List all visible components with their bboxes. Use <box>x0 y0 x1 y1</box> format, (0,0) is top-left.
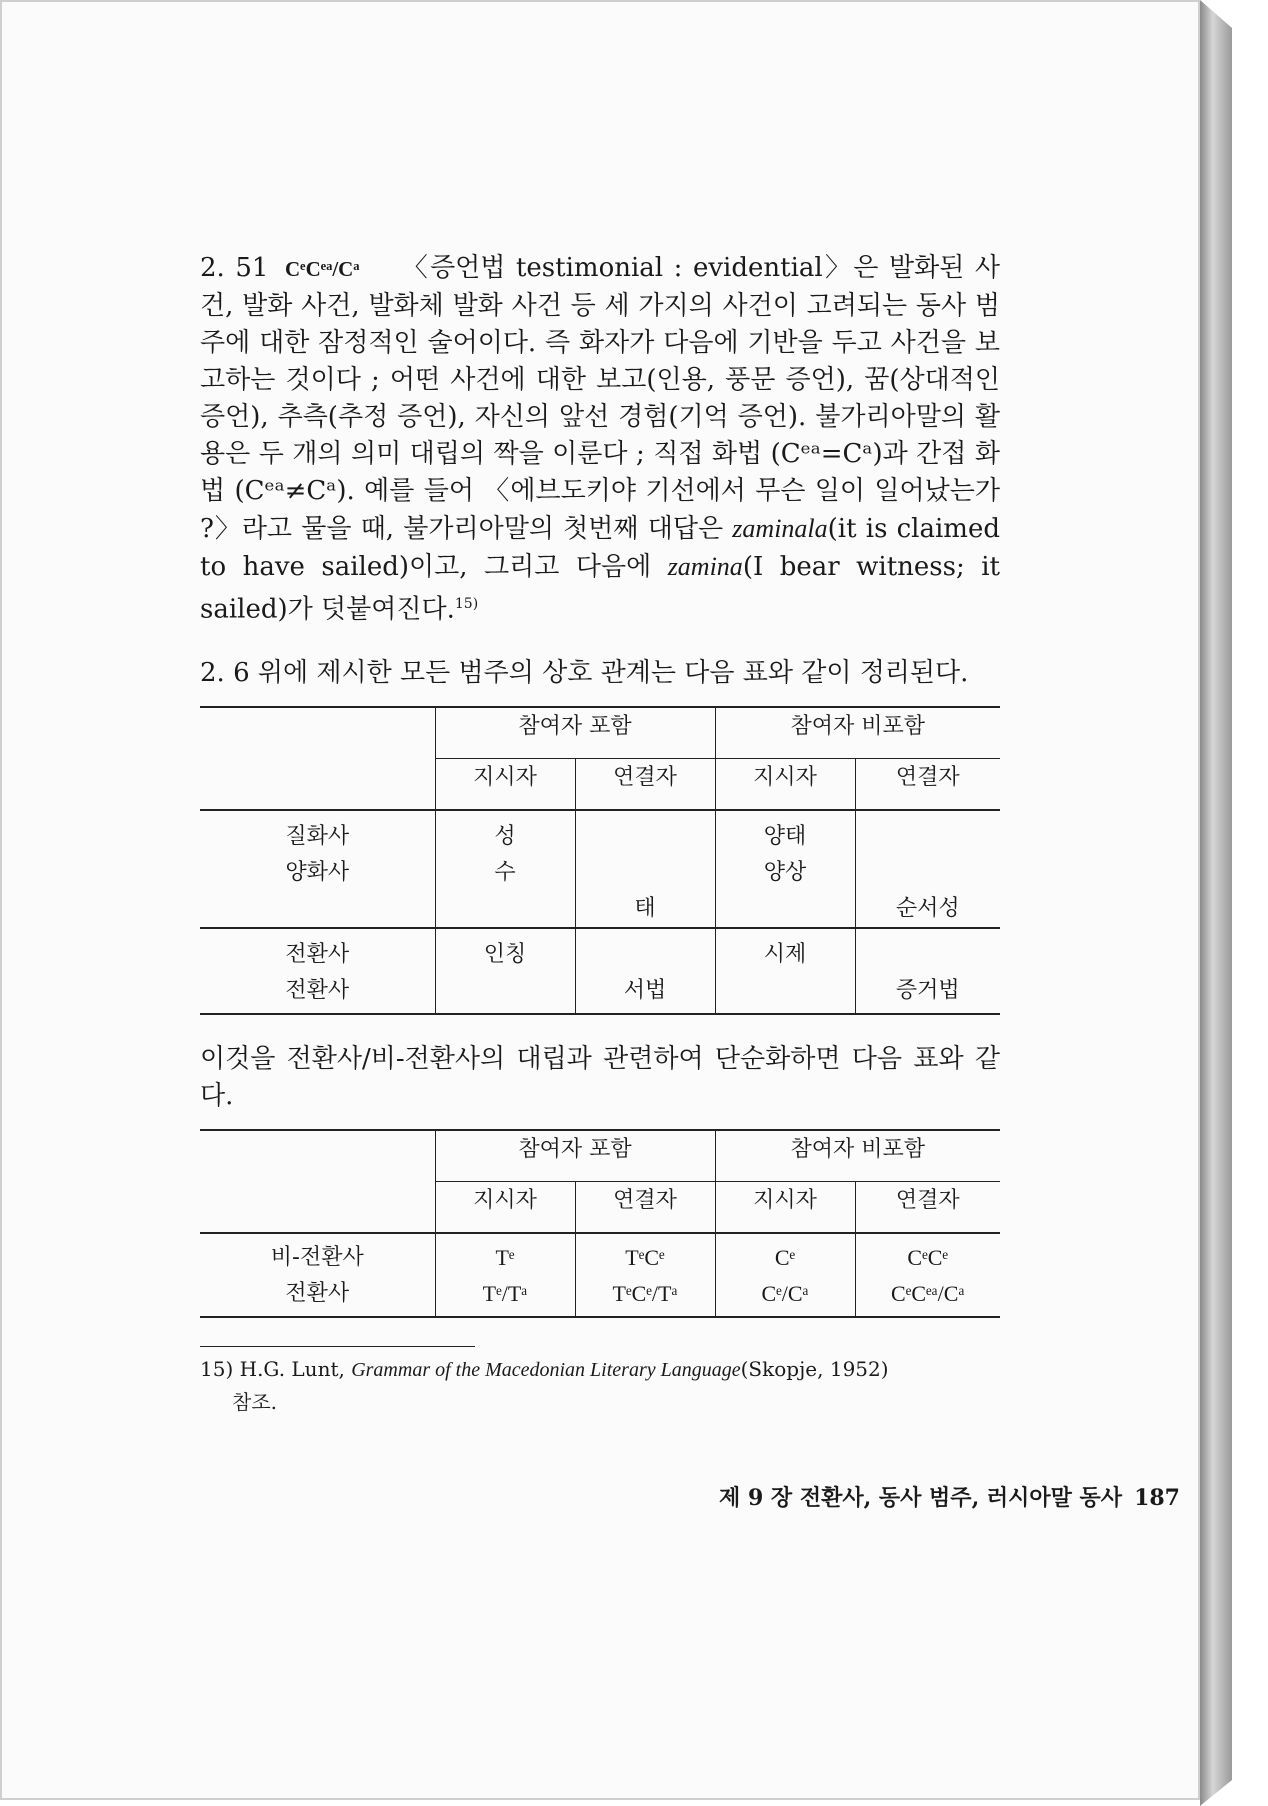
table-cell <box>856 937 1001 973</box>
row-label: 전환사 <box>285 1280 350 1306</box>
page-edge <box>1200 0 1232 1806</box>
footnote-reference: 15) <box>454 596 479 612</box>
sub-header: 연결자 <box>575 758 715 810</box>
page-number: 187 <box>1134 1485 1180 1511</box>
paragraph-text-3: (I bear witness; it sailed)가 덧붙여진다. <box>200 552 1000 625</box>
table-cell: 수 <box>494 859 516 885</box>
group-header-excluded: 참여자 비포함 <box>715 1130 1000 1182</box>
italic-term-zaminala: zaminala <box>732 514 828 543</box>
running-footer <box>650 1480 1180 1517</box>
footnote-title: Grammar of the Macedonian Literary Language <box>351 1358 741 1381</box>
sub-header: 연결자 <box>575 1181 715 1233</box>
table-corner <box>200 1130 435 1233</box>
table-cell <box>856 855 1001 891</box>
table-cell: Cᵉ <box>774 1244 796 1270</box>
footnote <box>200 1353 1000 1418</box>
page-content <box>200 250 1180 1511</box>
sub-header: 연결자 <box>855 1181 1000 1233</box>
table-cell <box>576 819 715 855</box>
table-row <box>200 928 1000 1014</box>
table-cell <box>856 819 1001 855</box>
table-cell: 성 <box>494 823 516 849</box>
table-cell: 양상 <box>763 859 807 885</box>
sub-header: 지시자 <box>715 1181 855 1233</box>
table-cell: TᵉCᵉ/Tᵃ <box>612 1280 678 1306</box>
table-cell <box>716 891 855 927</box>
section-number: 2. 51 <box>200 253 269 283</box>
paragraph-text-1: 〈증언법 testimonial : evidential〉은 발화된 사건, 발화 사건, 발화체 발화 사건 등 세 가지의 사건이 고려되는 동사 범주에 대한 잠정적인 술어이다. 즉 화자가 다음에 기반을 두고 사건을 보고하는 것이다 ; 어떤 사건에 대한 보고(인용, 풍문 증언), 꿈(상대적인 증언), 추측(추정 증언), 자신의 앞선 경험(기억 증언). 불가리아말의 활용은 두 개의 의미 대립의 짝을 이룬다 ; 직접 화법 (Cᵉᵃ=Cᵃ)과 간접 화법 (Cᵉᵃ≠Cᵃ). 예를 들어 〈에브도키야 기선에서 무슨 일이 일어났는가 ?〉라고 물을 때, 불가리아말의 첫번째 대답은 <box>200 253 1001 544</box>
table-cell <box>576 855 715 891</box>
row-label: 비-전환사 <box>270 1244 364 1270</box>
table-cell: 태 <box>634 895 656 921</box>
table-cell: 서법 <box>623 977 667 1003</box>
sub-header: 지시자 <box>715 758 855 810</box>
row-label: 질화사 <box>285 823 350 849</box>
group-header-included: 참여자 포함 <box>435 707 715 759</box>
table-cell: 증거법 <box>895 977 960 1003</box>
table-cell: CᵉCᵉᵃ/Cᵃ <box>891 1280 965 1306</box>
table-corner <box>200 707 435 810</box>
paragraph-text-2: (it is claimed to have sailed)이고, 그리고 다음에 <box>200 514 1000 582</box>
footnote-rule <box>200 1346 475 1347</box>
table-row <box>200 1233 1000 1317</box>
footnote-number: 15) <box>200 1356 234 1381</box>
row-label: 전환사 <box>285 977 350 1003</box>
footnote-author: H.G. Lunt, <box>239 1356 352 1381</box>
row-label: 양화사 <box>285 859 350 885</box>
section-symbol: CᵉCᵉᵃ/Cᵃ <box>285 257 360 281</box>
table-cell <box>716 973 855 1009</box>
table-cell: 시제 <box>763 941 807 967</box>
footnote-publisher: (Skopje, 1952) <box>740 1356 889 1381</box>
table-cell: TᵉCᵉ <box>625 1244 665 1270</box>
table-cell: Tᵉ <box>495 1244 515 1270</box>
paragraph-simplify: 이것을 전환사/비-전환사의 대립과 관련하여 단순화하면 다음 표와 같다. <box>200 1043 1000 1111</box>
sub-header: 지시자 <box>435 758 575 810</box>
table-cell: 순서성 <box>895 895 960 921</box>
table-cell: Cᵉ/Cᵃ <box>761 1280 809 1306</box>
table-cell: 인칭 <box>483 941 527 967</box>
table-cell <box>436 973 575 1009</box>
group-header-excluded: 참여자 비포함 <box>715 707 1000 759</box>
sub-header: 연결자 <box>855 758 1000 810</box>
table-categories <box>200 706 1000 1015</box>
chapter-title: 제 9 장 전환사, 동사 범주, 러시아말 동사 <box>719 1485 1123 1511</box>
footnote-tail: 참조. <box>232 1389 277 1414</box>
table-cell: Tᵉ/Tᵃ <box>482 1280 528 1306</box>
group-header-included: 참여자 포함 <box>435 1130 715 1182</box>
table-cell <box>576 937 715 973</box>
table-cell: CᵉCᵉ <box>907 1244 949 1270</box>
table-row <box>200 810 1000 928</box>
paragraph-2-6: 2. 6 위에 제시한 모든 범주의 상호 관계는 다음 표와 같이 정리된다. <box>200 657 969 688</box>
table-simplified <box>200 1129 1000 1318</box>
table-cell <box>436 891 575 927</box>
paragraph-2-51 <box>200 250 1000 629</box>
italic-term-zamina: zamina <box>667 552 743 581</box>
table-cell: 양태 <box>763 823 807 849</box>
sub-header: 지시자 <box>435 1181 575 1233</box>
row-label: 전환사 <box>285 941 350 967</box>
